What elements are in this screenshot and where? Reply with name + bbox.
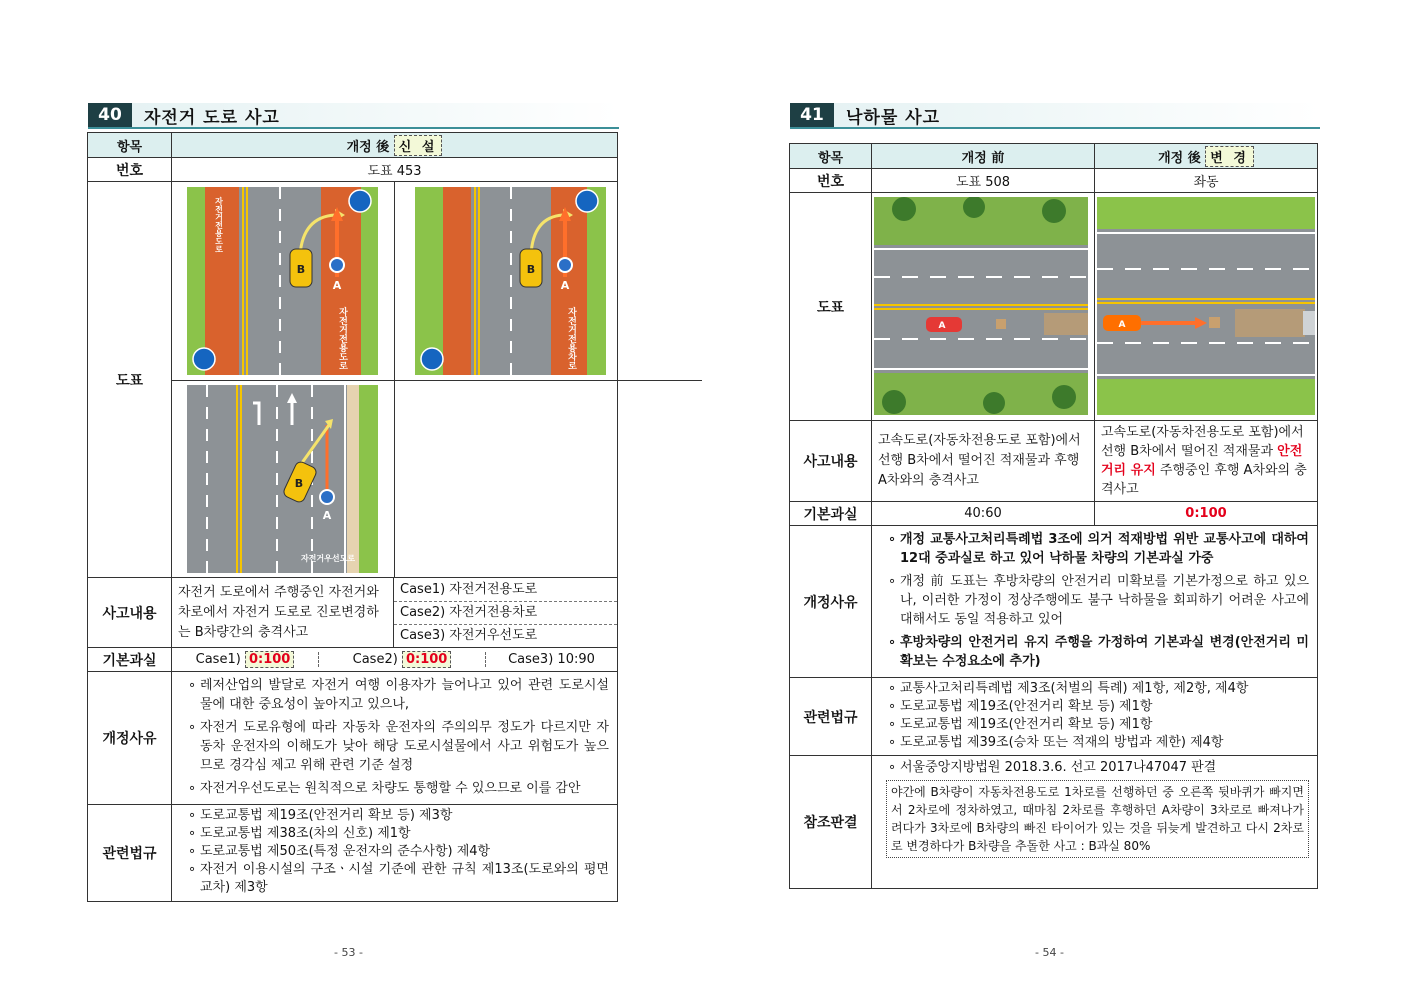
r-case-cell — [872, 756, 1318, 889]
section-heading-41: 낙하물 사고 — [846, 107, 941, 128]
accident-label: 사고내용 — [88, 578, 172, 648]
fault-values — [172, 648, 618, 672]
bike-a-3 — [320, 490, 334, 504]
reason-item: ∘ 자전거우선도로는 원칙적으로 차량도 통행할 수 있으므로 이를 감안 — [190, 779, 609, 798]
law-cell — [172, 805, 618, 902]
page-number-53: - 53 - — [334, 946, 363, 959]
r-diagram-after-cell — [1095, 193, 1318, 421]
priority-road-label: 자전거우선도로 — [300, 554, 356, 563]
r-header-item: 항목 — [790, 144, 872, 169]
header-after — [172, 133, 618, 158]
bike-sign-icon — [349, 190, 371, 212]
r-reason-item: ∘ 후방차량의 안전거리 유지 주행을 가정하여 기본과실 변경(안전거리 미확보는 수정요소에 추가) — [890, 633, 1309, 671]
r-diagram-before-cell — [872, 193, 1095, 421]
section-heading: 자전거 도로 사고 — [144, 107, 280, 128]
r-header-after-label: 개정 後 — [1158, 150, 1201, 166]
fault-case-2-value: 0:100 — [402, 651, 451, 668]
diagram-label: 도표 — [88, 182, 172, 578]
header-item: 항목 — [88, 133, 172, 158]
r-fault-before: 40:60 — [872, 502, 1095, 526]
law-item: ∘ 자전거 이용시설의 구조ㆍ시설 기준에 관한 규칙 제13조(도로와의 평면교차) 제3항 — [190, 861, 609, 897]
fault-case-3-label: Case3) — [508, 652, 554, 667]
car-b-label-2: B — [526, 263, 536, 276]
number-value: 도표 453 — [172, 158, 618, 182]
road-side-label: 자전거전용도로 — [214, 197, 224, 253]
law-item: ∘ 도로교통법 제50조(특정 운전자의 준수사항) 제4항 — [190, 843, 609, 861]
road-side-label-2: 자전거전용도로 — [337, 307, 347, 370]
fault-case-3 — [486, 652, 617, 667]
car-a-before-label: A — [938, 321, 946, 331]
car-b-label-3: B — [294, 477, 304, 490]
diagram-cell — [172, 182, 618, 578]
left-table — [87, 132, 618, 902]
fault-case-2-label: Case2) — [352, 652, 398, 667]
r-law-cell — [872, 678, 1318, 756]
bike-a — [330, 258, 344, 272]
r-accident-after-highlight: 안전거리 유지 — [1101, 444, 1303, 478]
r-case-box: 야간에 B차량이 자동차전용도로 1차로를 선행하던 중 오른쪽 뒷바퀴가 빠지면서 2차로에 정차하였고, 때마침 2차로를 후행하던 A차량이 3차로로 빠져나가려다가 3차로에 B차량의 빠진 타이어가 있는 것을 뒤늦게 발견하고 다시 2차로로 변경하다가 B차량을 추돌한 사고 : B과실 80% — [886, 780, 1309, 858]
r-reason-label: 개정사유 — [790, 526, 872, 678]
reason-cell — [172, 672, 618, 805]
lane-label: 자전거전용차로 — [566, 307, 576, 370]
number-label: 번호 — [88, 158, 172, 182]
r-law-item: ∘ 교통사고처리특례법 제3조(처벌의 특례) 제1항, 제2항, 제4항 — [890, 680, 1309, 698]
bike-a-label-3: A — [322, 509, 332, 522]
case-1: Case1) 자전거전용도로 — [394, 579, 617, 602]
r-number-label: 번호 — [790, 169, 872, 193]
r-number-before: 도표 508 — [872, 169, 1095, 193]
bike-a-label-2: A — [560, 279, 570, 292]
accident-text: 자전거 도로에서 주행중인 자전거와 차로에서 자전거 도로로 진로변경하는 B차량간의 충격사고 — [172, 578, 394, 648]
section-number: 40 — [88, 103, 132, 127]
fault-case-1-value: 0:100 — [245, 651, 294, 668]
reason-label: 개정사유 — [88, 672, 172, 805]
bike-a-2 — [558, 258, 572, 272]
r-header-after — [1095, 144, 1318, 169]
law-item: ∘ 도로교통법 제19조(안전거리 확보 등) 제3항 — [190, 807, 609, 825]
r-fault-after: 0:100 — [1185, 506, 1227, 521]
r-number-after: 좌동 — [1095, 169, 1318, 193]
r-diagram-label: 도표 — [790, 193, 872, 421]
reason-item: ∘ 자전거 도로유형에 따라 자동차 운전자의 주의의무 정도가 다르지만 자동차 운전자의 이해도가 낮아 해당 도로시설물에서 사고 위험도가 높으므로 경각심 제고 위해 관련 기준 설정 — [190, 718, 609, 775]
r-case-label: 참조판결 — [790, 756, 872, 889]
bike-sign-icon-2 — [193, 348, 215, 370]
car-b-label: B — [296, 263, 306, 276]
r-reason-item: ∘ 개정 前 도표는 후방차량의 안전거리 미확보를 기본가정으로 하고 있으나, 이러한 가정이 정상주행에도 불구 낙하물을 회피하기 어려운 사고에 대해서도 동일 적용하고 있어 — [890, 572, 1309, 629]
r-case-title: ∘ 서울중앙지방법원 2018.3.6. 선고 2017나47047 판결 — [890, 759, 1309, 777]
r-fault-label: 기본과실 — [790, 502, 872, 526]
law-label: 관련법규 — [88, 805, 172, 902]
right-table — [789, 143, 1318, 889]
cargo-box-2 — [1209, 317, 1220, 328]
law-item: ∘ 도로교통법 제38조(차의 신호) 제1항 — [190, 825, 609, 843]
truck-b-after — [1235, 309, 1305, 337]
section-number-41: 41 — [790, 103, 834, 127]
r-law-item: ∘ 도로교통법 제39조(승차 또는 적재의 방법과 제한) 제4항 — [890, 734, 1309, 752]
fault-case-1-label: Case1) — [195, 652, 241, 667]
r-law-item: ∘ 도로교통법 제19조(안전거리 확보 등) 제1항 — [890, 716, 1309, 734]
bike-a-label: A — [332, 279, 342, 292]
reason-item: ∘ 레저산업의 발달로 자전거 여행 이용자가 늘어나고 있어 관련 도로시설물에 대한 중요성이 높아지고 있으나, — [190, 676, 609, 714]
case-2: Case2) 자전거전용차로 — [394, 602, 617, 625]
r-accident-after — [1095, 421, 1318, 502]
fault-case-1 — [172, 652, 319, 667]
diagram-falling-object-after — [1097, 197, 1315, 415]
section-title-40 — [88, 103, 619, 129]
new-tag: 신 설 — [394, 135, 443, 156]
diagram-bike-only-road — [187, 187, 378, 375]
r-accident-before: 고속도로(자동차전용도로 포함)에서 선행 B차에서 떨어진 적재물과 후행 A차와의 충격사고 — [872, 421, 1095, 502]
case-list — [394, 578, 618, 648]
page-number-54: - 54 - — [1035, 946, 1064, 959]
diagram-falling-object-before — [874, 197, 1088, 415]
change-tag: 변 경 — [1205, 146, 1254, 167]
truck-b-before — [1044, 313, 1088, 335]
r-accident-label: 사고내용 — [790, 421, 872, 502]
header-after-label: 개정 後 — [346, 139, 390, 155]
fault-case-3-value: 10:90 — [557, 652, 595, 667]
cargo-box — [996, 319, 1006, 329]
r-law-item: ∘ 도로교통법 제19조(안전거리 확보 등) 제1항 — [890, 698, 1309, 716]
diagram-bike-priority-road — [187, 385, 378, 573]
r-header-before: 개정 前 — [872, 144, 1095, 169]
case-3: Case3) 자전거우선도로 — [400, 627, 538, 643]
r-reason-item: ∘ 개정 교통사고처리특례법 3조에 의거 적재방법 위반 교통사고에 대하여 12대 중과실로 하고 있어 낙하물 차량의 기본과실 가중 — [890, 530, 1309, 568]
r-accident-after-text-2: 주행중인 후행 A차와의 충격사고 — [1101, 463, 1307, 497]
r-reason-cell — [872, 526, 1318, 678]
bike-sign-icon-3 — [576, 190, 598, 212]
r-accident-after-text-1: 고속도로(자동차전용도로 포함)에서 선행 B차에서 떨어진 적재물과 — [1101, 425, 1304, 459]
r-law-label: 관련법규 — [790, 678, 872, 756]
section-title-41 — [790, 103, 1320, 129]
fault-label: 기본과실 — [88, 648, 172, 672]
car-a-after-label: A — [1118, 320, 1126, 330]
diagram-bike-lane — [415, 187, 606, 375]
fault-case-2 — [319, 652, 486, 667]
r-fault-after-cell — [1095, 502, 1318, 526]
bike-sign-icon-4 — [421, 348, 443, 370]
